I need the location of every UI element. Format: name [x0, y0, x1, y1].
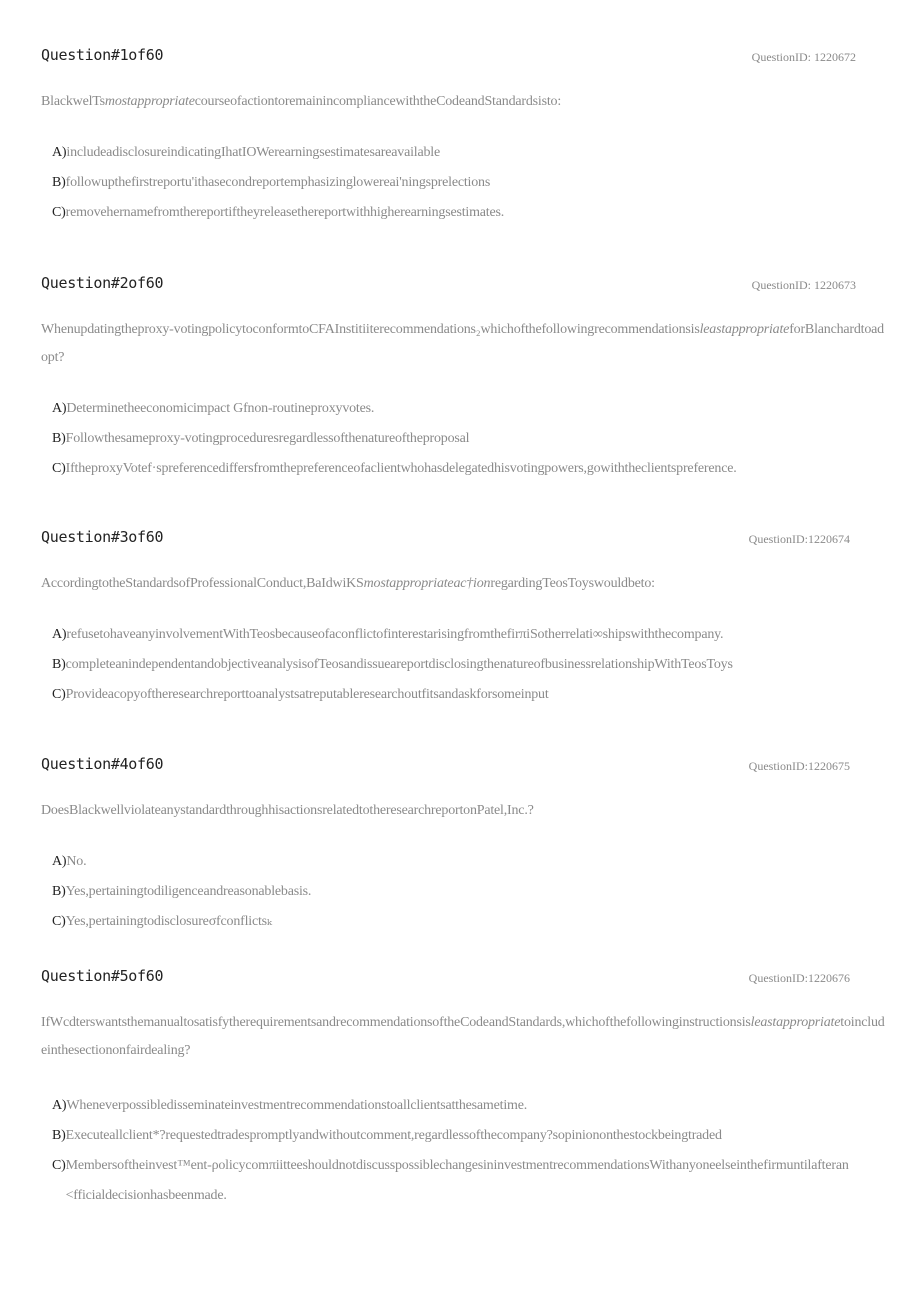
option-c[interactable]: [52, 198, 886, 228]
option-c[interactable]: [52, 1151, 886, 1211]
option-b[interactable]: [52, 168, 886, 198]
stem-emphasis: mostappropriate: [104, 94, 195, 109]
question-header: [41, 274, 886, 296]
stem-text: IfWcdterswantsthemanualtosatisfytherequirementsandrecommendationsoftheCodeandStandards,whichofthefollowinginstructionsis: [41, 1015, 751, 1030]
option-c[interactable]: [52, 680, 886, 710]
question-5: [41, 967, 886, 1211]
stem-emphasis: leastappropriate: [750, 1015, 841, 1030]
option-letter: B): [52, 657, 66, 672]
option-letter: C): [52, 205, 66, 220]
option-text: Wheneverpossibledisseminateinvestmentrecommendationstoallclientsatthesametime.: [66, 1098, 528, 1113]
question-id: QuestionID: 1220672: [751, 50, 856, 64]
question-stem: [41, 570, 886, 598]
answer-options: [41, 620, 886, 710]
option-text: includeadisclosureindicatingIhatIOWerearningsestimatesareavailable: [66, 145, 440, 160]
option-text: followupthefirstreportu'ithasecondreportemphasizinglowereai'ningsprelections: [65, 175, 491, 190]
stem-text: forBlanchardtoadopt?: [41, 322, 884, 365]
stem-text: regardingTeosToyswouldbeto:: [490, 576, 655, 591]
option-c[interactable]: [52, 454, 886, 484]
question-header: [41, 528, 886, 550]
option-text: completeanindependentandobjectiveanalysisofTeosandissueareportdisclosingthenatureofbusinessrelationshipWithTeosToys: [65, 657, 733, 672]
option-letter: A): [52, 854, 67, 869]
question-id: QuestionID:1220674: [748, 532, 850, 546]
question-stem: [41, 1009, 886, 1065]
option-text: Followthesameproxy-votingproceduresregardlessofthenatureoftheproposal: [65, 431, 470, 446]
question-stem: [41, 88, 886, 116]
option-letter: B): [52, 175, 66, 190]
stem-text: Whenupdatingtheproxy-votingpolicytoconformtoCFAInstitiiterecommendations₂whichofthefollowingrecommendationsis: [41, 322, 700, 337]
stem-text: toincludeinthesectiononfairdealing?: [41, 1015, 885, 1058]
option-b[interactable]: [52, 877, 886, 907]
question-header: [41, 46, 886, 68]
question-1: [41, 46, 886, 228]
stem-emphasis: mostappropriateac†ion: [363, 576, 491, 591]
option-letter: C): [52, 687, 66, 702]
option-letter: B): [52, 1128, 66, 1143]
option-b[interactable]: [52, 424, 886, 454]
question-header: [41, 967, 886, 989]
question-id: QuestionID:1220675: [748, 759, 850, 773]
option-letter: A): [52, 1098, 67, 1113]
question-header: [41, 755, 886, 777]
option-text: No.: [66, 854, 87, 869]
stem-text: DoesBlackwellviolateanystandardthroughhisactionsrelatedtotheresearchreportonPatel,Inc.?: [41, 803, 534, 818]
question-title: Question#5of60: [41, 967, 164, 985]
option-letter: C): [52, 1158, 66, 1173]
question-id: QuestionID:1220676: [748, 971, 850, 985]
stem-text: AccordingtotheStandardsofProfessionalConduct,BaIdwiKS: [41, 576, 364, 591]
option-a[interactable]: [52, 394, 886, 424]
option-b[interactable]: [52, 650, 886, 680]
option-a[interactable]: [52, 1091, 886, 1121]
option-letter: A): [52, 627, 67, 642]
option-letter: A): [52, 401, 67, 416]
stem-text: courseofactiontoremainincompliancewiththeCodeandStandardsisto:: [194, 94, 562, 109]
question-stem: [41, 797, 886, 825]
question-4: [41, 755, 886, 937]
question-2: [41, 274, 886, 484]
question-id: QuestionID: 1220673: [751, 278, 856, 292]
option-letter: C): [52, 461, 66, 476]
option-text: Executeallclient*?requestedtradespromptlyandwithoutcomment,regardlessofthecompany?sopiniononthestockbeingtraded: [65, 1128, 722, 1143]
option-text: Yes,pertainingtodiligenceandreasonablebasis.: [65, 884, 312, 899]
answer-options: [41, 138, 886, 228]
stem-emphasis: leastappropriate: [699, 322, 790, 337]
option-c[interactable]: [52, 907, 886, 937]
answer-options: [41, 1091, 886, 1211]
option-a[interactable]: [52, 620, 886, 650]
option-letter: A): [52, 145, 67, 160]
stem-text: BlackwelTs: [41, 94, 105, 109]
answer-options: [41, 394, 886, 484]
option-letter: B): [52, 431, 66, 446]
option-letter: B): [52, 884, 66, 899]
option-text: Yes,pertainingtodisclosureσfconflictsₖ: [65, 914, 272, 929]
question-title: Question#2of60: [41, 274, 164, 292]
question-3: [41, 528, 886, 710]
answer-options: [41, 847, 886, 937]
question-title: Question#3of60: [41, 528, 164, 546]
question-title: Question#4of60: [41, 755, 164, 773]
option-text: IftheproxyVotef·spreferencediffersfromthepreferenceofaclientwhohasdelegatedhisvotingpowers,gowiththeclientspreference.: [65, 461, 737, 476]
question-title: Question#1of60: [41, 46, 164, 64]
option-text: Membersoftheinvest™ent-ρolicycomπiitteeshouldnotdiscusspossiblechangesininvestmentrecommendationsWithanyoneelseinthefirmuntilafteran<fficialdecisionhasbeenmade.: [65, 1158, 849, 1203]
question-stem: [41, 316, 886, 372]
option-letter: C): [52, 914, 66, 929]
option-text: Determinetheeconomicimpact Gfnon-routineproxyvotes.: [66, 401, 375, 416]
option-text: removehernamefromthereportiftheyreleasethereportwithhigherearningsestimates.: [65, 205, 505, 220]
option-text: refusetohaveanyinvolvementWithTeosbecauseofaconflictofinterestarisingfromthefirπiSotherrelati∞shipswiththecompany.: [66, 627, 724, 642]
option-a[interactable]: [52, 138, 886, 168]
option-text: Provideacopyoftheresearchreporttoanalystsatreputableresearchoutfitsandaskforsomeinput: [65, 687, 549, 702]
option-b[interactable]: [52, 1121, 886, 1151]
option-a[interactable]: [52, 847, 886, 877]
